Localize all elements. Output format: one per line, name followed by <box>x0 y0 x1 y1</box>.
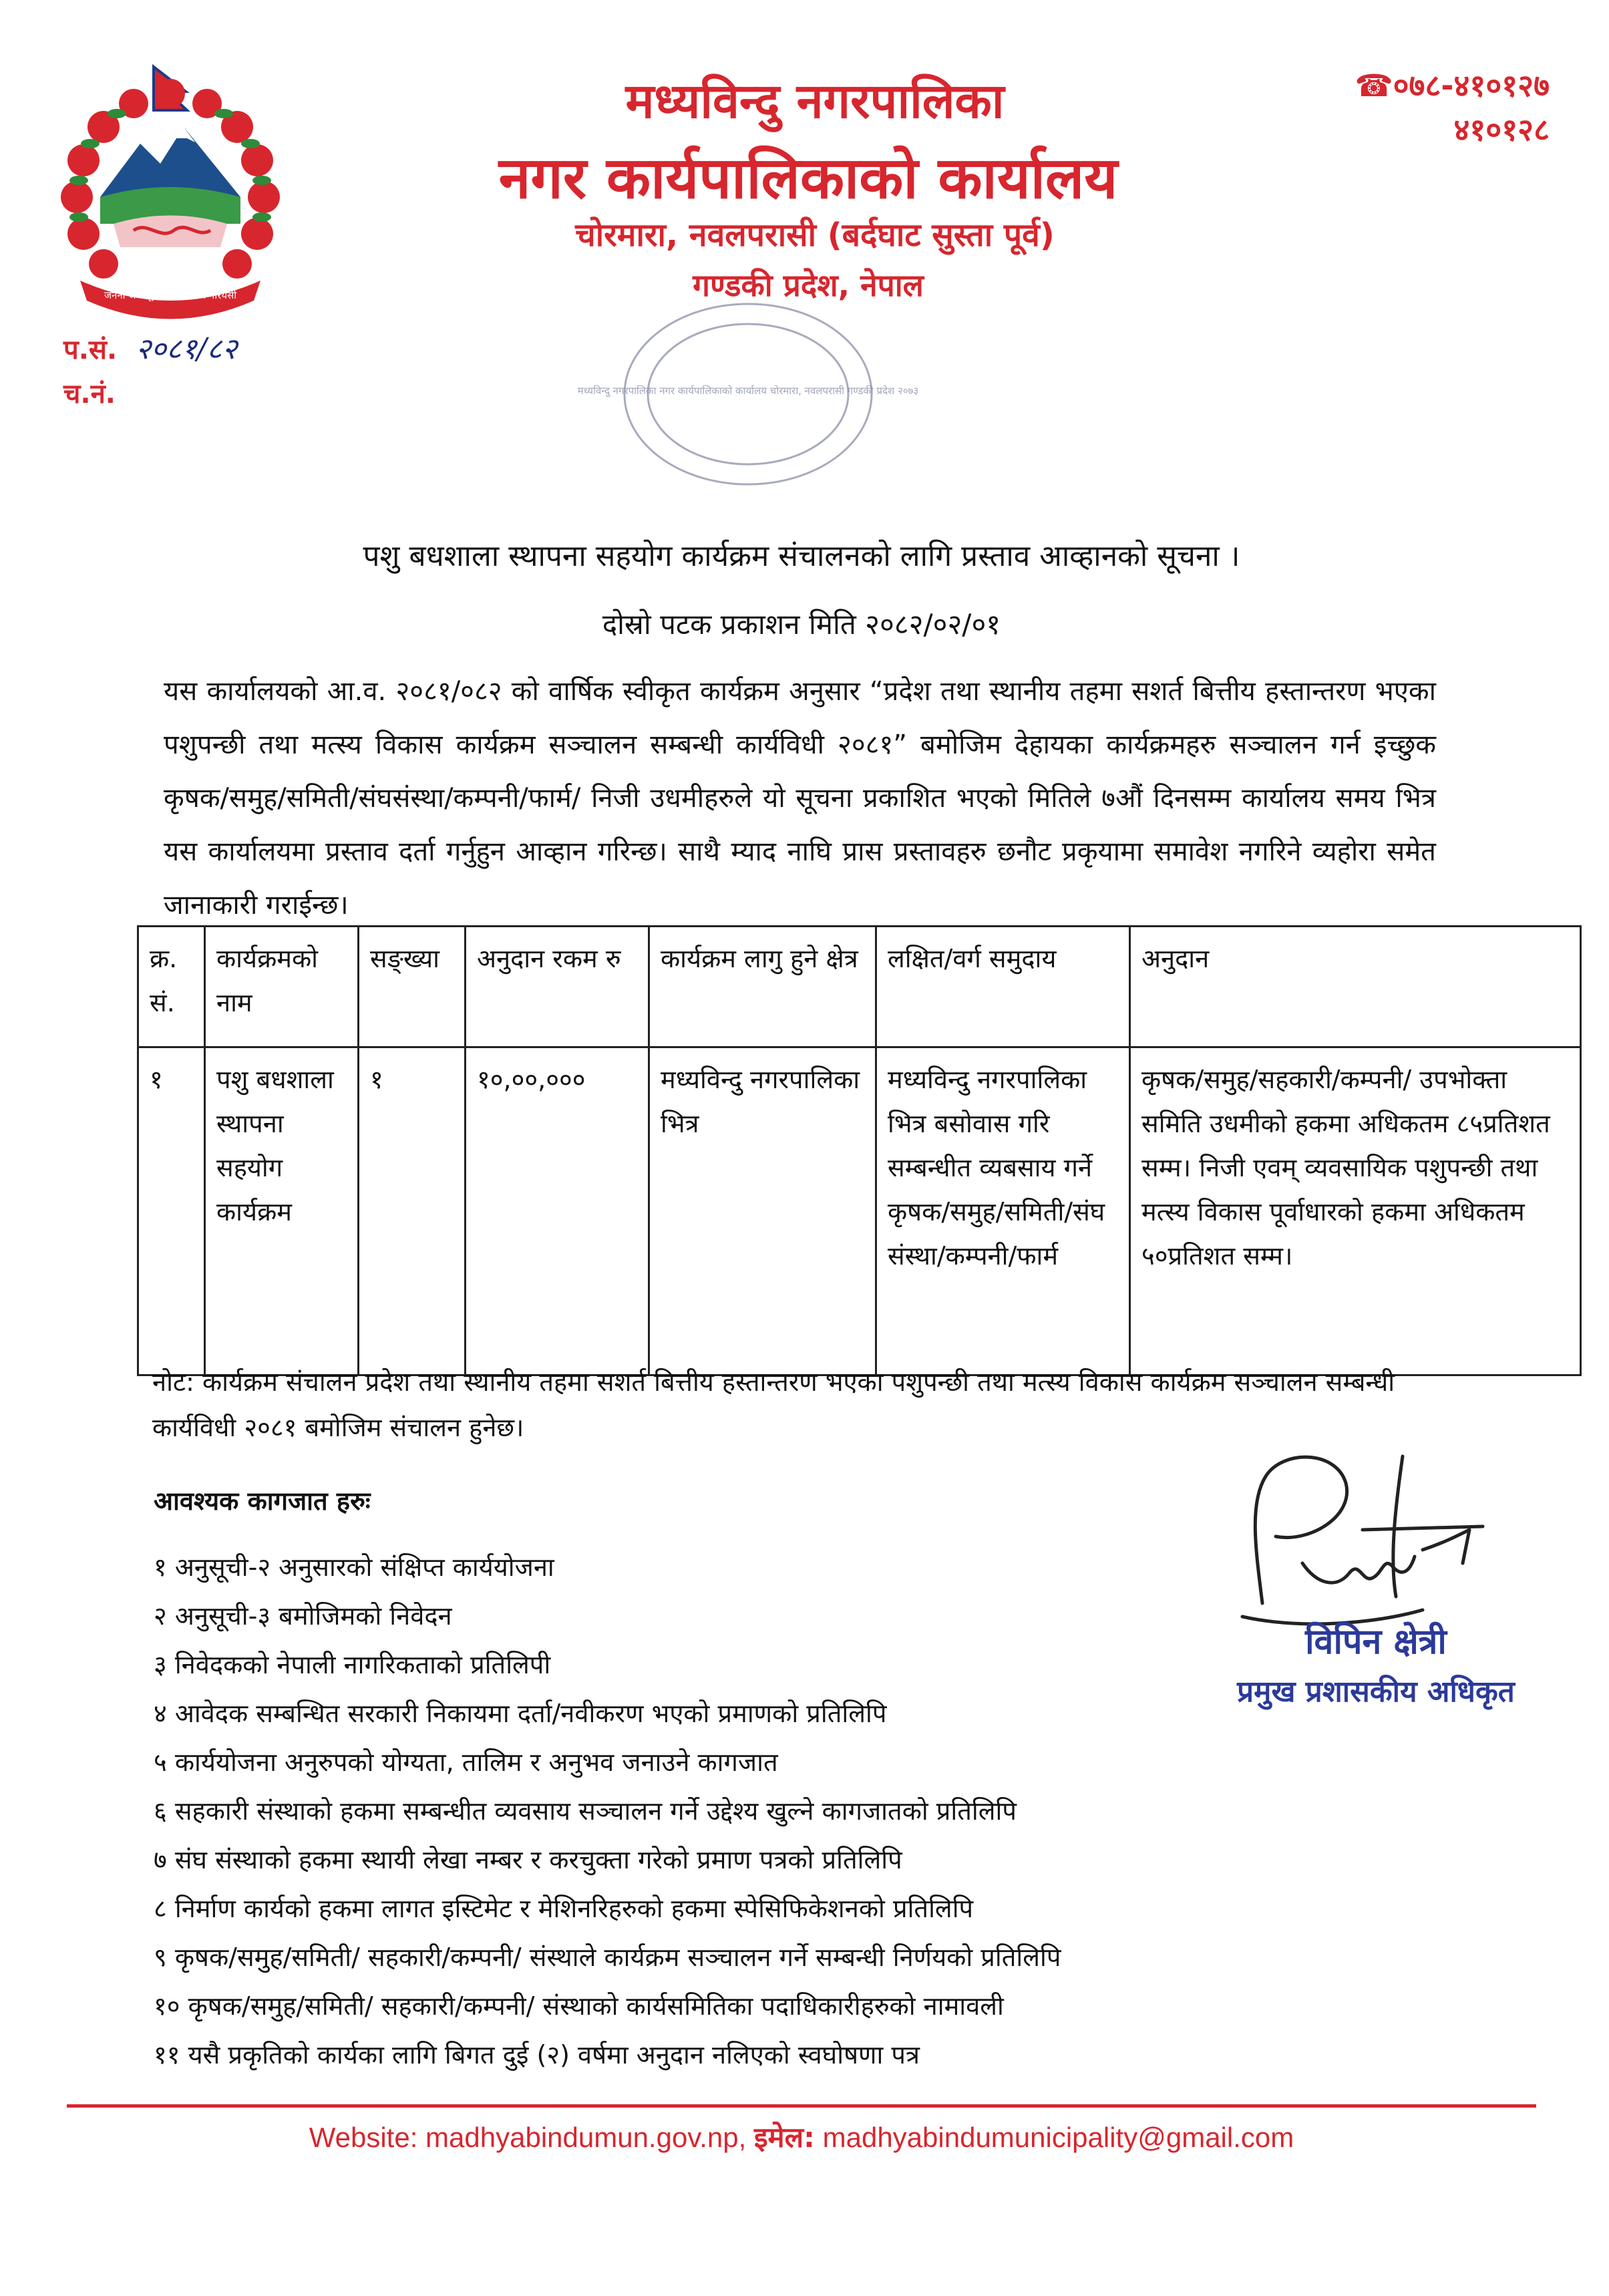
col-count: सङ्ख्या <box>359 927 466 1047</box>
municipality-name: मध्यविन्दु नगरपालिका <box>625 73 1005 129</box>
website-label: Website: <box>309 2122 418 2153</box>
table-header-row <box>138 927 1581 1047</box>
list-item: ८ निर्माण कार्यको हकमा लागत इस्टिमेट र मेशिनरिहरुको हकमा स्पेसिफिकेशनको प्रतिलिपि <box>154 1894 974 1923</box>
cell-program: पशु बधशाला स्थापना सहयोग कार्यक्रम <box>205 1047 359 1375</box>
list-item: ११ यसै प्रकृतिको कार्यका लागि बिगत दुई (२) वर्षमा अनुदान नलिएको स्वघोषणा पत्र <box>154 2040 920 2070</box>
cell-target: मध्यविन्दु नगरपालिका भित्र बसोवास गरि सम्बन्धीत व्यबसाय गर्ने कृषक/समुह/समिती/संघ संस्था/कम्पनी/फार्म <box>876 1047 1130 1375</box>
list-item: ९ कृषक/समुह/समिती/ सहकारी/कम्पनी/ संस्थाले कार्यक्रम सञ्चालन गर्ने सम्बन्धी निर्णयको प्रतिलिपि <box>154 1943 1061 1972</box>
cell-area: मध्यविन्दु नगरपालिका भित्र <box>649 1047 876 1375</box>
publication-date: दोस्रो पटक प्रकाशन मिति २०८२/०२/०१ <box>602 608 1001 641</box>
list-item: ५ कार्ययोजना अनुरुपको योग्यता, तालिम र अनुभव जनाउने कागजात <box>154 1748 778 1777</box>
notice-title: पशु बधशाला स्थापना सहयोग कार्यक्रम संचालनको लागि प्रस्ताव आव्हानको सूचना । <box>363 539 1240 573</box>
email-label: इमेल: <box>753 2121 815 2154</box>
signer-name: विपिन क्षेत्री <box>1305 1622 1447 1662</box>
phone-numbers <box>1269 63 1550 152</box>
cell-count: १ <box>359 1047 466 1375</box>
reference-value: २०८१/८२ <box>136 332 238 366</box>
emblem-motto: जननी जन्मभूमिश्च स्वर्गादपि गरियसी <box>104 289 237 301</box>
office-province: गण्डकी प्रदेश, नेपाल <box>693 267 924 303</box>
cell-serial: १ <box>138 1047 205 1375</box>
website-link[interactable]: madhyabindumun.gov.np, <box>425 2122 747 2153</box>
documents-heading: आवश्यक कागजात हरुः <box>154 1486 371 1516</box>
list-item: ६ सहकारी संस्थाको हकमा सम्बन्धीत व्यवसाय सञ्चालन गर्ने उद्देश्य खुल्ने कागजातको प्रतिलिपि <box>154 1796 1017 1826</box>
office-name: नगर कार्यपालिकाको कार्यालय <box>498 145 1118 212</box>
col-grant: अनुदान <box>1130 927 1581 1047</box>
phone-line-2: ४१०१२८ <box>1453 112 1550 148</box>
table-row <box>138 1047 1581 1375</box>
list-item: १ अनुसूची-२ अनुसारको संक्षिप्त कार्ययोजना <box>154 1552 554 1582</box>
stamp-text: मध्यविन्दु नगरपालिका नगर कार्यपालिकाको कार्यालय चोरमारा, नवलपरासी गण्डकी प्रदेश २०७३ <box>577 385 919 397</box>
col-serial: क्र. सं. <box>138 927 205 1047</box>
cell-amount: १०,००,००० <box>466 1047 649 1375</box>
phone-line-1: ☎०७८-४१०१२७ <box>1355 67 1550 104</box>
reference-number <box>63 327 237 367</box>
footer-divider <box>67 2104 1536 2108</box>
col-target: लक्षित/वर्ग समुदाय <box>876 927 1130 1047</box>
notice-intro: यस कार्यालयको आ.व. २०८१/०८२ को वार्षिक स्वीकृत कार्यक्रम अनुसार “प्रदेश तथा स्थानीय तहमा सशर्त बित्तीय हस्तान्तरण भएका पशुपन्छी तथा मत्स्य विकास कार्यक्रम सञ्चालन सम्बन्धी कार्यविधी २०८१” बमोजिम देहायका कार्यक्रमहरु सञ्चालन गर्न इच्छुक कृषक/समुह/समिती/संघसंस्था/कम्पनी/फार्म/ निजी उधमीहरुले यो सूचना प्रकाशित भएको मितिले ७औं दिनसम्म कार्यालय समय भित्र यस कार्यालयमा प्रस्ताव दर्ता गर्नुहुन आव्हान गरिन्छ। साथै म्याद नाघि प्रास प्रस्तावहरु छनौट प्रकृयामा समावेश नगरिने व्यहोरा समेत जानाकारी गराईन्छ। <box>164 676 1436 921</box>
cell-grant: कृषक/समुह/सहकारी/कम्पनी/ उपभोक्ता समिति उधमीको हकमा अधिकतम ८५प्रतिशत सम्म। निजी एवम् व्यवसायिक पशुपन्छी तथा मत्स्य विकास पूर्वाधारको हकमा अधिकतम ५०प्रतिशत सम्म। <box>1130 1047 1581 1375</box>
col-program: कार्यक्रमको नाम <box>205 927 359 1047</box>
signer-title: प्रमुख प्रशासकीय अधिकृत <box>1237 1675 1515 1709</box>
list-item: ३ निवेदकको नेपाली नागरिकताको प्रतिलिपी <box>154 1650 551 1679</box>
dispatch-label: च.नं. <box>63 379 116 409</box>
program-table <box>137 925 1582 1376</box>
office-address: चोरमारा, नवलपरासी (बर्दघाट सुस्ता पूर्व) <box>575 216 1055 254</box>
footer-contact <box>67 2118 1536 2156</box>
table-note: नोट: कार्यक्रम संचालन प्रदेश तथा स्थानीय तहमा सशर्त बित्तीय हस्तान्तरण भएका पशुपन्छी तथा मत्स्य विकास कार्यक्रम सञ्चालन सम्बन्धी कार्यविधी २०८१ बमोजिम संचालन हुनेछ। <box>152 1367 1395 1442</box>
list-item: २ अनुसूची-३ बमोजिमको निवेदन <box>154 1601 452 1631</box>
nepal-emblem-icon <box>53 63 287 317</box>
list-item: ४ आवेदक सम्बन्धित सरकारी निकायमा दर्ता/नवीकरण भएको प्रमाणको प्रतिलिपि <box>154 1699 887 1728</box>
list-item: १० कृषक/समुह/समिती/ सहकारी/कम्पनी/ संस्थाको कार्यसमितिका पदाधिकारीहरुको नामावली <box>154 1991 1004 2021</box>
office-stamp-icon <box>577 294 919 494</box>
signature-icon <box>1202 1430 1523 1630</box>
email-link[interactable]: madhyabindumunicipality@gmail.com <box>822 2122 1294 2153</box>
documents-list <box>154 1543 1302 2080</box>
col-area: कार्यक्रम लागु हुने क्षेत्र <box>649 927 876 1047</box>
col-amount: अनुदान रकम रु <box>466 927 649 1047</box>
dispatch-number <box>63 374 116 411</box>
list-item: ७ संघ संस्थाको हकमा स्थायी लेखा नम्बर र करचुक्ता गरेको प्रमाण पत्रको प्रतिलिपि <box>154 1845 902 1874</box>
reference-label: प.सं. <box>63 335 118 365</box>
